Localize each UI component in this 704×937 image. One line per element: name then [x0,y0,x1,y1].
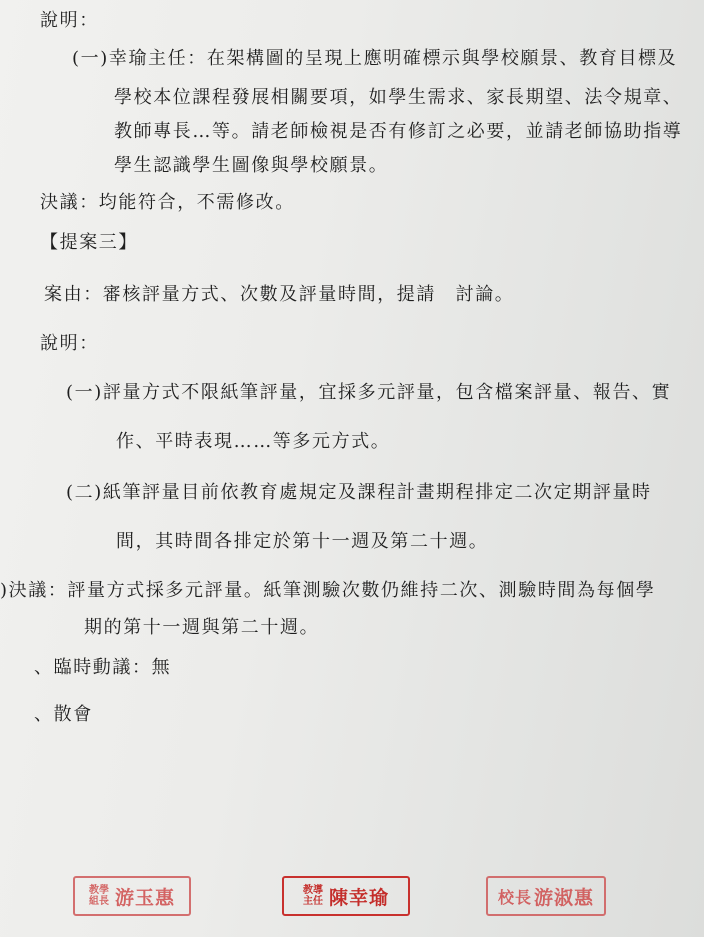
stamp-title: 校長 [497,887,532,907]
stamp-title: 教導 主任 [302,885,323,907]
text-line: (二)紙筆評量目前依教育處規定及課程計畫期程排定二次定期評量時 [66,482,652,503]
signature-stamp [282,876,410,916]
text-line: 間，其時間各排定於第十一週及第二十週。 [116,531,489,552]
text-line: (一)評量方式不限紙筆評量，宜採多元評量，包含檔案評量、報告、實 [66,382,672,403]
text-line: 、臨時動議：無 [34,657,172,678]
text-line: 、散會 [34,704,93,725]
text-line: 學校本位課程發展相關要項，如學生需求、家長期望、法令規章、 [114,87,683,108]
stamp-name: 游玉惠 [114,886,175,909]
resolution-line: 決議：均能符合，不需修改。 [40,192,295,213]
resolution-line: )決議：評量方式採多元評量。紙筆測驗次數仍維持二次、測驗時間為每個學 [0,580,656,601]
text-line: 說明： [40,10,99,31]
text-line: 學生認識學生圖像與學校願景。 [114,155,389,176]
text-line: 作、平時表現……等多元方式。 [116,431,391,452]
text-line: 教師專長…等。請老師檢視是否有修訂之必要，並請老師協助指導 [114,121,683,142]
text-line: 說明： [40,333,99,354]
stamp-name: 陳幸瑜 [328,886,389,909]
signature-stamp [486,876,606,916]
stamp-title: 教學 組長 [88,885,109,907]
section-heading: 【提案三】 [40,232,138,253]
signature-stamp [73,876,191,916]
text-line: (一)幸瑜主任：在架構圖的呈現上應明確標示與學校願景、教育目標及 [72,48,678,69]
stamp-name: 游淑惠 [534,886,595,909]
text-line: 期的第十一週與第二十週。 [84,617,320,638]
text-line: 案由：審核評量方式、次數及評量時間，提請 討論。 [44,284,515,305]
